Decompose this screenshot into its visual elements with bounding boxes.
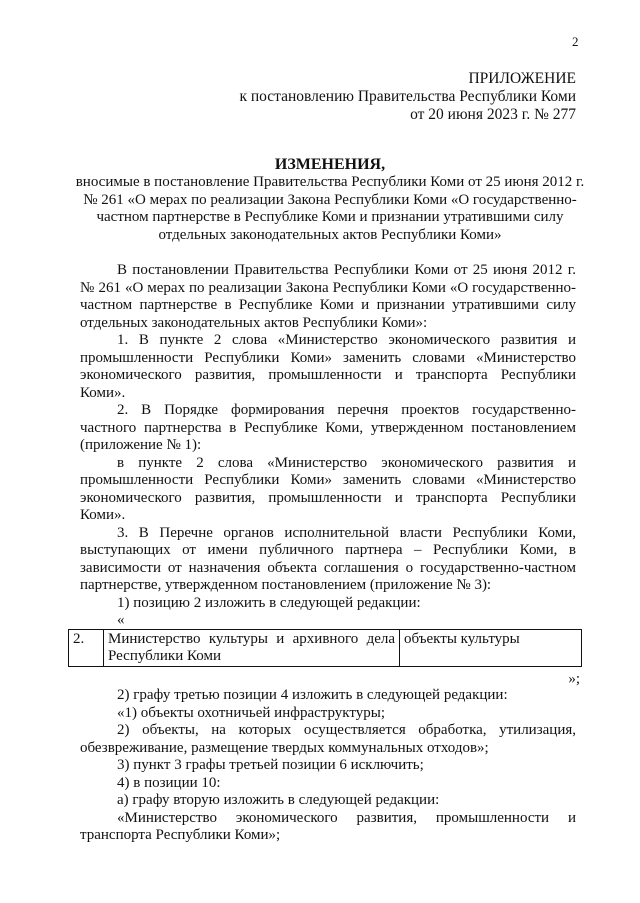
paragraph-2: 2. В Порядке формирования перечня проектов государственно-частного партнерства в Республике Коми, утвержденном постановлением (приложение № 1):: [80, 402, 576, 453]
paragraph-3-2b: 2) объекты, на которых осуществляется обработка, утилизация, обезвреживание, размещение твердых коммунальных отходов»;: [80, 722, 576, 756]
document-heading: [72, 156, 588, 244]
quote-close: »;: [568, 671, 580, 687]
paragraph-3-2a: «1) объекты охотничьей инфраструктуры;: [117, 704, 386, 721]
document-title: ИЗМЕНЕНИЯ,: [274, 156, 386, 173]
document-subtitle: вносимые в постановление Правительства Республики Коми от 25 июня 2012 г. № 261 «О мерах по реализации Закона Республики Коми «О государственно-частном партнерстве в Республике Коми и признании утратившими силу отдельных законодательных актов Республики Коми»: [75, 174, 585, 243]
paragraph-3: 3. В Перечне органов исполнительной власти Республики Коми, выступающих от имени публичного партнера – Республики Коми, в зависимости от назначения объекта соглашения о государственно-частном партнерстве, утвержденном постановлением (приложение № 3):: [80, 524, 576, 593]
paragraph-3-4: 4) в позиции 10:: [117, 774, 221, 791]
cell-position-number: 2.: [69, 630, 104, 667]
document-body: [73, 262, 580, 845]
appendix-decree-ref: к постановлению Правительства Республики Коми: [239, 88, 576, 105]
paragraph-3-4a: а) графу вторую изложить в следующей редакции:: [117, 792, 440, 808]
paragraph-3-3: 3) пункт 3 графы третьей позиции 6 исключить;: [117, 757, 424, 773]
table-row: [69, 630, 582, 667]
paragraph-1: 1. В пункте 2 слова «Министерство экономического развития и промышленности Республики Коми» заменить словами «Министерство экономического развития, промышленности и транспорта Республики Коми».: [80, 332, 576, 401]
paragraph-3-1: 1) позицию 2 изложить в следующей редакции:: [117, 594, 421, 611]
appendix-title: ПРИЛОЖЕНИЕ: [468, 70, 576, 87]
paragraph-3-4b: «Министерство экономического развития, промышленности и транспорта Республики Коми»;: [80, 809, 576, 843]
page-number: 2: [572, 34, 579, 49]
appendix-decree-date: от 20 июня 2023 г. № 277: [410, 106, 576, 123]
quote-open: «: [117, 612, 125, 628]
inserted-position-table: [68, 629, 582, 667]
paragraph-2a: в пункте 2 слова «Министерство экономического развития и промышленности Республики Коми» заменить словами «Министерство экономического развития, промышленности и транспорта Республики Коми».: [80, 454, 576, 523]
cell-organ: Министерство культуры и архивного дела Республики Коми: [104, 630, 400, 667]
cell-objects: объекты культуры: [400, 630, 582, 667]
paragraph-intro: В постановлении Правительства Республики Коми от 25 июня 2012 г. № 261 «О мерах по реализации Закона Республики Коми «О государственно-частном партнерстве в Республике Коми и признании утратившими силу отдельных законодательных актов Республики Коми»:: [80, 262, 576, 331]
appendix-header: [239, 70, 576, 124]
paragraph-3-2: 2) графу третью позиции 4 изложить в следующей редакции:: [117, 687, 508, 703]
